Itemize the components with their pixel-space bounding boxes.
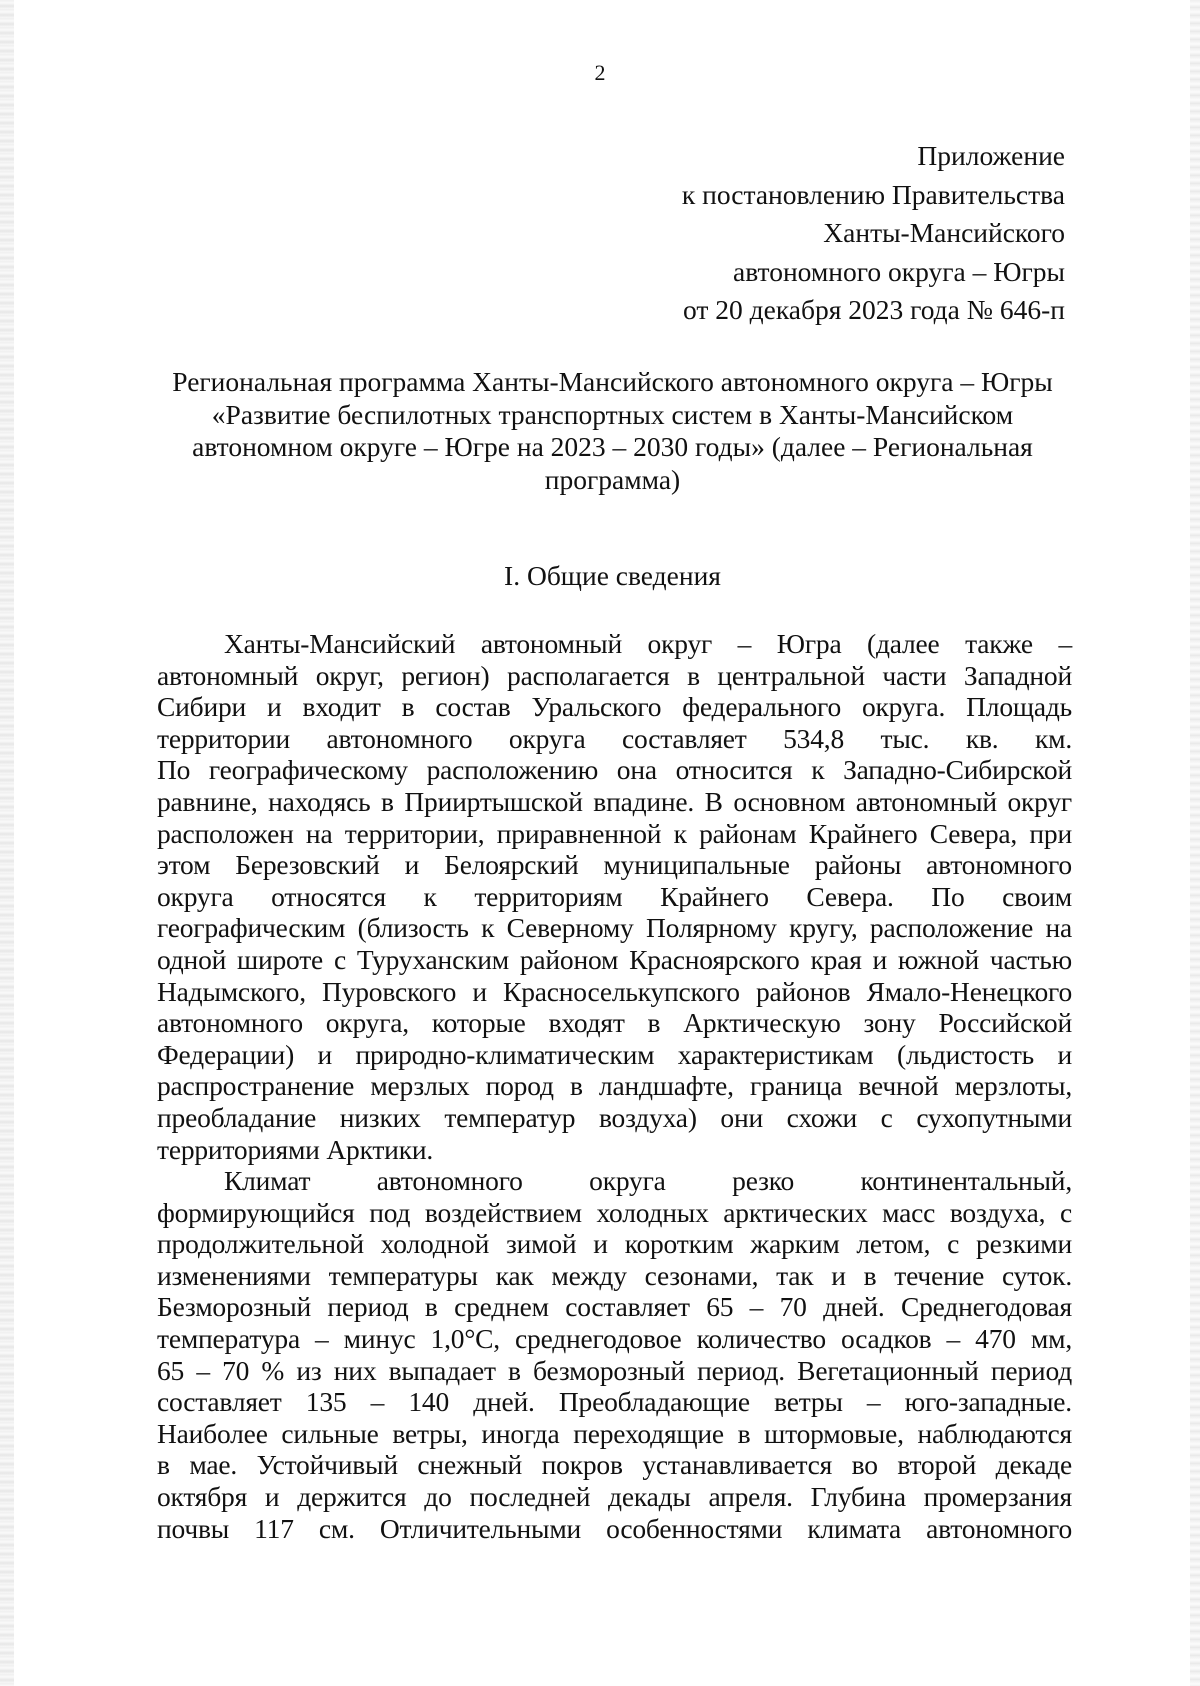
paragraph-line: изменениями температуры как между сезонами, так и в течение суток. (157, 1259, 1072, 1291)
paragraph-line: Климат автономного округа резко континентальный, (224, 1165, 1072, 1197)
paragraph-climate (157, 1165, 1072, 1544)
scan-edge-left (0, 0, 14, 1686)
paragraph-line: формирующийся под воздействием холодных арктических масс воздуха, с (157, 1196, 1072, 1228)
appendix-line: автономного округа – Югры (733, 255, 1065, 287)
paragraph-line: распространение мерзлых пород в ландшафте, граница вечной мерзлоты, (157, 1070, 1072, 1102)
paragraph-general-info (157, 628, 1072, 1165)
paragraph-line: составляет 135 – 140 дней. Преобладающие ветры – юго-западные. (157, 1386, 1072, 1418)
program-title (150, 366, 1075, 496)
appendix-block (682, 137, 1065, 330)
paragraph-line: Ханты-Мансийский автономный округ – Югра (далее также – (224, 628, 1072, 659)
program-title-line: автономном округе – Югре на 2023 – 2030 годы» (далее – Региональная (192, 431, 1033, 462)
paragraph-line: в мае. Устойчивый снежный покров устанавливается во второй декаде (157, 1449, 1072, 1481)
paragraph-line: расположен на территории, приравненной к районам Крайнего Севера, при (157, 817, 1072, 849)
program-title-line: «Развитие беспилотных транспортных систем в Ханты-Мансийском (211, 398, 1014, 430)
paragraph-line: Надымского, Пуровского и Красноселькупского районов Ямало-Ненецкого (157, 975, 1072, 1007)
section-heading: I. Общие сведения (504, 560, 721, 591)
paragraph-line: Безморозный период в среднем составляет 65 – 70 дней. Среднегодовая (157, 1291, 1072, 1323)
appendix-line: от 20 декабря 2023 года № 646-п (682, 294, 1065, 325)
paragraph-line: одной широте с Туруханским районом Красноярского края и южной частью (157, 943, 1072, 975)
program-title-line: программа) (544, 463, 681, 495)
paragraph-line: территории автономного округа составляет 534,8 тыс. кв. км. (157, 722, 1072, 754)
paragraph-line: географическим (близость к Северному Полярному кругу, расположение на (157, 912, 1072, 944)
page-number: 2 (594, 60, 606, 85)
appendix-line: Приложение (917, 140, 1065, 171)
program-title-line: Региональная программа Ханты-Мансийского автономного округа – Югры (172, 366, 1053, 397)
paragraph-line: температура – минус 1,0°С, среднегодовое количество осадков – 470 мм, (157, 1323, 1072, 1355)
paragraph-line: По географическому расположению она относится к Западно-Сибирской (157, 754, 1072, 786)
paragraph-line: этом Березовский и Белоярский муниципальные районы автономного (157, 849, 1072, 881)
paragraph-line: автономный округ, регион) располагается в центральной части Западной (157, 659, 1072, 691)
paragraph-line: октября и держится до последней декады апреля. Глубина промерзания (157, 1481, 1072, 1513)
paragraph-line: Федерации) и природно-климатическим характеристикам (льдистость и (157, 1038, 1072, 1070)
paragraph-line: равнине, находясь в Прииртышской впадине. В основном автономный округ (157, 785, 1072, 817)
paragraph-line: территориями Арктики. (157, 1133, 434, 1165)
paragraph-line: 65 – 70 % из них выпадает в безморозный период. Вегетационный период (157, 1354, 1072, 1386)
paragraph-line: автономного округа, которые входят в Арктическую зону Российской (157, 1007, 1072, 1039)
body-text (157, 628, 1072, 1544)
paragraph-line: округа относятся к территориям Крайнего Севера. По своим (157, 880, 1072, 912)
appendix-line: к постановлению Правительства (681, 178, 1065, 210)
paragraph-line: Наиболее сильные ветры, иногда переходящие в штормовые, наблюдаются (157, 1417, 1072, 1449)
appendix-line: Ханты-Мансийского (823, 217, 1065, 248)
paragraph-line: преобладание низких температур воздуха) они схожи с сухопутными (157, 1101, 1072, 1133)
scan-edge-right (1190, 0, 1200, 1686)
paragraph-line: почвы 117 см. Отличительными особенностями климата автономного (157, 1512, 1072, 1544)
paragraph-line: Сибири и входит в состав Уральского федерального округа. Площадь (157, 691, 1072, 723)
paragraph-line: продолжительной холодной зимой и коротким жарким летом, с резкими (157, 1228, 1072, 1260)
